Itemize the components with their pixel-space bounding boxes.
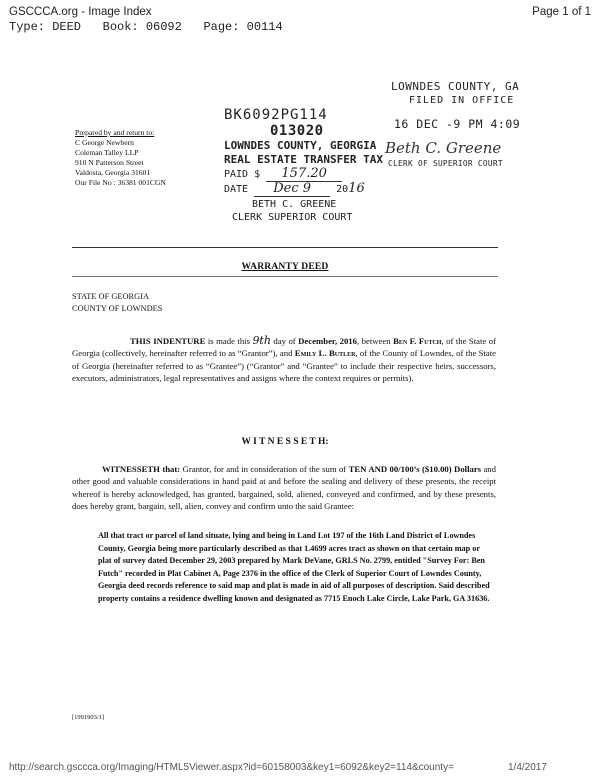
tax-date: [224, 182, 365, 197]
book-page-stamp: BK6092PG114: [224, 107, 328, 123]
witnesseth-lead: WITNESSETH that:: [102, 464, 181, 474]
tax-date-label: DATE: [224, 184, 249, 195]
consideration-amount: TEN AND 00/100’s ($10.00) Dollars: [348, 464, 482, 474]
clerk-signature: Beth C. Greene: [385, 139, 502, 157]
footer-date: 1/4/2017: [508, 762, 547, 773]
page-label: Page 1 of 1: [532, 6, 591, 18]
book-label: Book: 06092: [102, 20, 182, 34]
tax-number: 013020: [270, 123, 324, 139]
state-line: STATE OF GEORGIA: [72, 292, 150, 301]
indenture-paragraph: [72, 335, 496, 384]
filing-office: FILED IN OFFICE: [409, 95, 515, 106]
grantor-name: Ben F. Futch: [393, 336, 442, 346]
prepared-line: C George Newbern: [75, 138, 134, 147]
document-id: [1991903/1]: [72, 714, 105, 721]
prepared-line: Coleman Talley LLP: [75, 148, 139, 157]
filing-stamp: [385, 80, 545, 108]
tax-title: REAL ESTATE TRANSFER TAX: [224, 153, 383, 166]
filing-clerk: CLERK OF SUPERIOR COURT: [388, 159, 503, 168]
witnesseth-paragraph: [72, 463, 496, 512]
index-line: [9, 20, 283, 34]
prepared-line: Our File No : 36381 001CGN: [75, 178, 166, 187]
legal-description: All that tract or parcel of land situate, lying and being in Land Lot 197 of the 16th Land District of Lowndes County, Georgia being more particularly described as that 1.4699 acres tract as shown on that certain map or plat of survey dated December 29, 2003 prepared by Mark DeVane, GRLS No. 2799, entitled "Survey For: Ben Futch" recorded in Plat Cabinet A, Page 2376 in the office of the Clerk of Superior Court of Lowndes County, Georgia deed records reference to said map and plat is made in aid of all purposes of description. Said described property contains a residence dwelling known and designated as 7715 Enoch Lake Circle, Lake Park, GA 31636.: [98, 531, 490, 603]
indenture-date: December, 2016: [298, 336, 357, 346]
indenture-lead: THIS INDENTURE: [130, 336, 206, 346]
prepared-line: 910 N Patterson Street: [75, 158, 144, 167]
grantee-name: Emily L. Butler: [294, 348, 356, 359]
page-number-label: Page: 00114: [203, 20, 283, 34]
title-underrule: [72, 276, 498, 277]
witnesseth-text: Grantor, for and in consideration of the sum of: [180, 464, 349, 474]
tax-county: LOWNDES COUNTY, GEORGIA: [224, 139, 377, 152]
footer-url[interactable]: http://search.gsccca.org/Imaging/HTML5Viewer.aspx?id=60158003&key1=6092&key2=114&county=: [9, 762, 454, 773]
indenture-text: , between: [357, 336, 394, 346]
type-label: Type: DEED: [9, 20, 82, 34]
prepared-by-block: [75, 128, 225, 188]
indenture-text: , of the County of Lowndes, of the State of Georgia (hereinafter referred to as “Grantee”) (“Grantor” and “Grantee” to include their respective heirs, successors, executors, administrators, legal representatives and assigns where the context requires or permits).: [72, 348, 496, 383]
prepared-line: Valdosta, Georgia 31601: [75, 168, 151, 177]
site-title: GSCCCA.org - Image Index: [9, 6, 152, 18]
handwritten-day: 9th: [252, 334, 271, 347]
document-title: WARRANTY DEED: [241, 262, 329, 272]
tax-year-prefix: 20: [336, 184, 349, 195]
indenture-text: day of: [270, 336, 299, 346]
tax-paid-label: PAID $: [224, 169, 261, 180]
witnesseth-text: and other good and valuable considerations in hand paid at and before the sealing and delivery of these presents, the receipt whereof is hereby acknowledged, has granted, bargained, sold, aliened, conveyed and confirmed, and by these presents, does hereby grant, bargain, sell, alien, convey and confirm unto the said Grantee:: [72, 464, 496, 511]
filing-datetime: 16 DEC -9 PM 4:09: [394, 117, 521, 131]
title-rule: [72, 247, 498, 248]
tax-paid: [224, 167, 342, 182]
tax-date-value: Dec 9: [254, 182, 330, 197]
witnesseth-heading: W I T N E S S E T H:: [241, 437, 329, 447]
tax-year-suffix: 16: [348, 181, 365, 196]
tax-clerk: CLERK SUPERIOR COURT: [232, 212, 353, 223]
filing-county: LOWNDES COUNTY, GA: [391, 80, 520, 93]
tax-signer: BETH C. GREENE: [252, 199, 337, 210]
prepared-heading: Prepared by and return to:: [75, 128, 155, 137]
indenture-text: is made this: [205, 336, 253, 346]
tax-paid-value: 157.20: [266, 167, 342, 182]
indenture-text: , of the State of Georgia (collectively, hereinafter referred to as “Grantor”), and: [72, 336, 496, 359]
county-line: COUNTY OF LOWNDES: [72, 304, 163, 313]
